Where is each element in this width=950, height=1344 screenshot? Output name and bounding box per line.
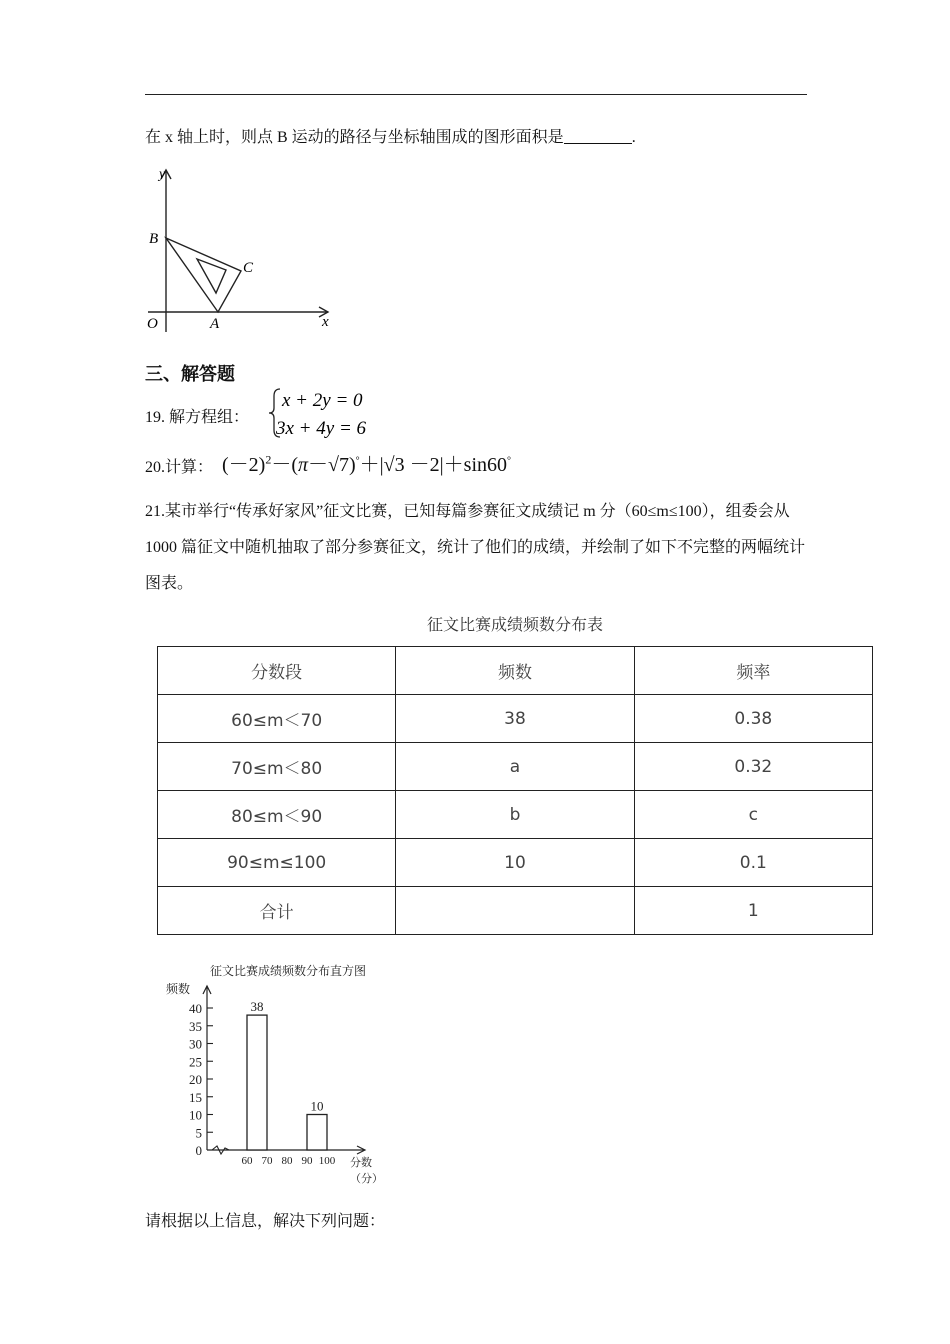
chart-xlabel: 分数 bbox=[350, 1156, 372, 1169]
histogram bbox=[160, 960, 400, 1188]
label-c: C bbox=[243, 260, 254, 276]
bar-value-label: 10 bbox=[310, 1098, 324, 1114]
header-score-range: 分数段 bbox=[158, 647, 396, 695]
table-header-row bbox=[158, 647, 873, 695]
x-tick-label: 100 bbox=[318, 1155, 336, 1167]
x-tick-label: 70 bbox=[261, 1155, 273, 1167]
table-cell: b bbox=[396, 791, 634, 839]
question-18-period: . bbox=[631, 129, 636, 146]
y-tick-label: 15 bbox=[189, 1089, 202, 1105]
table-cell: a bbox=[396, 743, 634, 791]
table-cell: 60≤m＜70 bbox=[158, 695, 396, 743]
question-18-tail bbox=[145, 124, 636, 147]
table-cell: 0.38 bbox=[634, 695, 872, 743]
table-row bbox=[158, 887, 873, 935]
equation-2: 3x + 4y = 6 bbox=[276, 418, 367, 439]
y-tick-label: 0 bbox=[195, 1143, 202, 1158]
x-tick-label: 80 bbox=[281, 1155, 293, 1167]
header-rule bbox=[145, 94, 807, 95]
question-18-text: 在 x 轴上时，则点 B 运动的路径与坐标轴围成的图形面积是 bbox=[145, 129, 564, 146]
equation-system bbox=[268, 386, 378, 440]
section-title: 三、解答题 bbox=[145, 364, 235, 385]
label-y: y bbox=[159, 167, 166, 182]
table-caption: 征文比赛成绩频数分布表 bbox=[426, 615, 603, 634]
table-cell: 合计 bbox=[158, 887, 396, 935]
table-cell bbox=[396, 887, 634, 935]
question-prompt: 请根据以上信息，解决下列问题： bbox=[145, 1213, 386, 1230]
label-x: x bbox=[322, 314, 329, 330]
y-tick-label: 20 bbox=[189, 1072, 202, 1087]
table-cell: 38 bbox=[396, 695, 634, 743]
table-row bbox=[158, 791, 873, 839]
table-cell: 10 bbox=[396, 839, 634, 887]
equation-1: x + 2y = 0 bbox=[282, 390, 363, 411]
y-tick-label: 30 bbox=[189, 1036, 202, 1052]
chart-xunit: （分） bbox=[350, 1172, 383, 1185]
question-19-label: 19. 解方程组： bbox=[145, 409, 250, 426]
question-20-label: 20.计算： bbox=[145, 459, 214, 476]
table-cell: 1 bbox=[634, 887, 872, 935]
chart-ylabel: 频数 bbox=[166, 982, 191, 996]
y-tick-label: 5 bbox=[195, 1125, 202, 1141]
label-a: A bbox=[210, 316, 220, 332]
label-o: O bbox=[147, 316, 158, 332]
y-tick-label: 10 bbox=[189, 1107, 202, 1123]
y-tick-label: 40 bbox=[189, 1001, 202, 1016]
answer-blank[interactable] bbox=[564, 129, 632, 144]
table-cell: 70≤m＜80 bbox=[158, 743, 396, 791]
triangle-outer bbox=[166, 238, 241, 312]
table-row bbox=[158, 695, 873, 743]
y-tick-label: 35 bbox=[189, 1018, 202, 1034]
bar-value-label: 38 bbox=[250, 999, 264, 1015]
question-20-formula: $(-2)^2-(\pi-√7)^\circ+|√3 -2|+\sin 60^\circ$ bbox=[222, 452, 511, 476]
histogram-bar bbox=[307, 1115, 327, 1151]
header-frequency: 频数 bbox=[396, 647, 634, 695]
table-cell: c bbox=[634, 791, 872, 839]
table-cell: 90≤m≤100 bbox=[158, 839, 396, 887]
triangle-figure bbox=[140, 162, 340, 342]
chart-title: 征文比赛成绩频数分布直方图 bbox=[210, 964, 367, 978]
table-row bbox=[158, 743, 873, 791]
x-tick-label: 60 bbox=[241, 1155, 253, 1167]
table-cell: 80≤m＜90 bbox=[158, 791, 396, 839]
header-rate: 频率 bbox=[634, 647, 872, 695]
question-21-text: 21.某市举行“传承好家风”征文比赛，已知每篇参赛征文成绩记 m 分（60≤m≤100），组委会从 1000 篇征文中随机抽取了部分参赛征文，统计了他们的成绩，并绘制了如下不完整的两幅统计图表。 bbox=[145, 503, 806, 592]
label-b: B bbox=[149, 231, 159, 247]
table-row bbox=[158, 839, 873, 887]
x-tick-label: 90 bbox=[301, 1155, 313, 1167]
table-cell: 0.32 bbox=[634, 743, 872, 791]
table-cell: 0.1 bbox=[634, 839, 872, 887]
frequency-table bbox=[157, 646, 873, 935]
y-tick-label: 25 bbox=[189, 1054, 202, 1070]
histogram-bar bbox=[247, 1015, 267, 1150]
